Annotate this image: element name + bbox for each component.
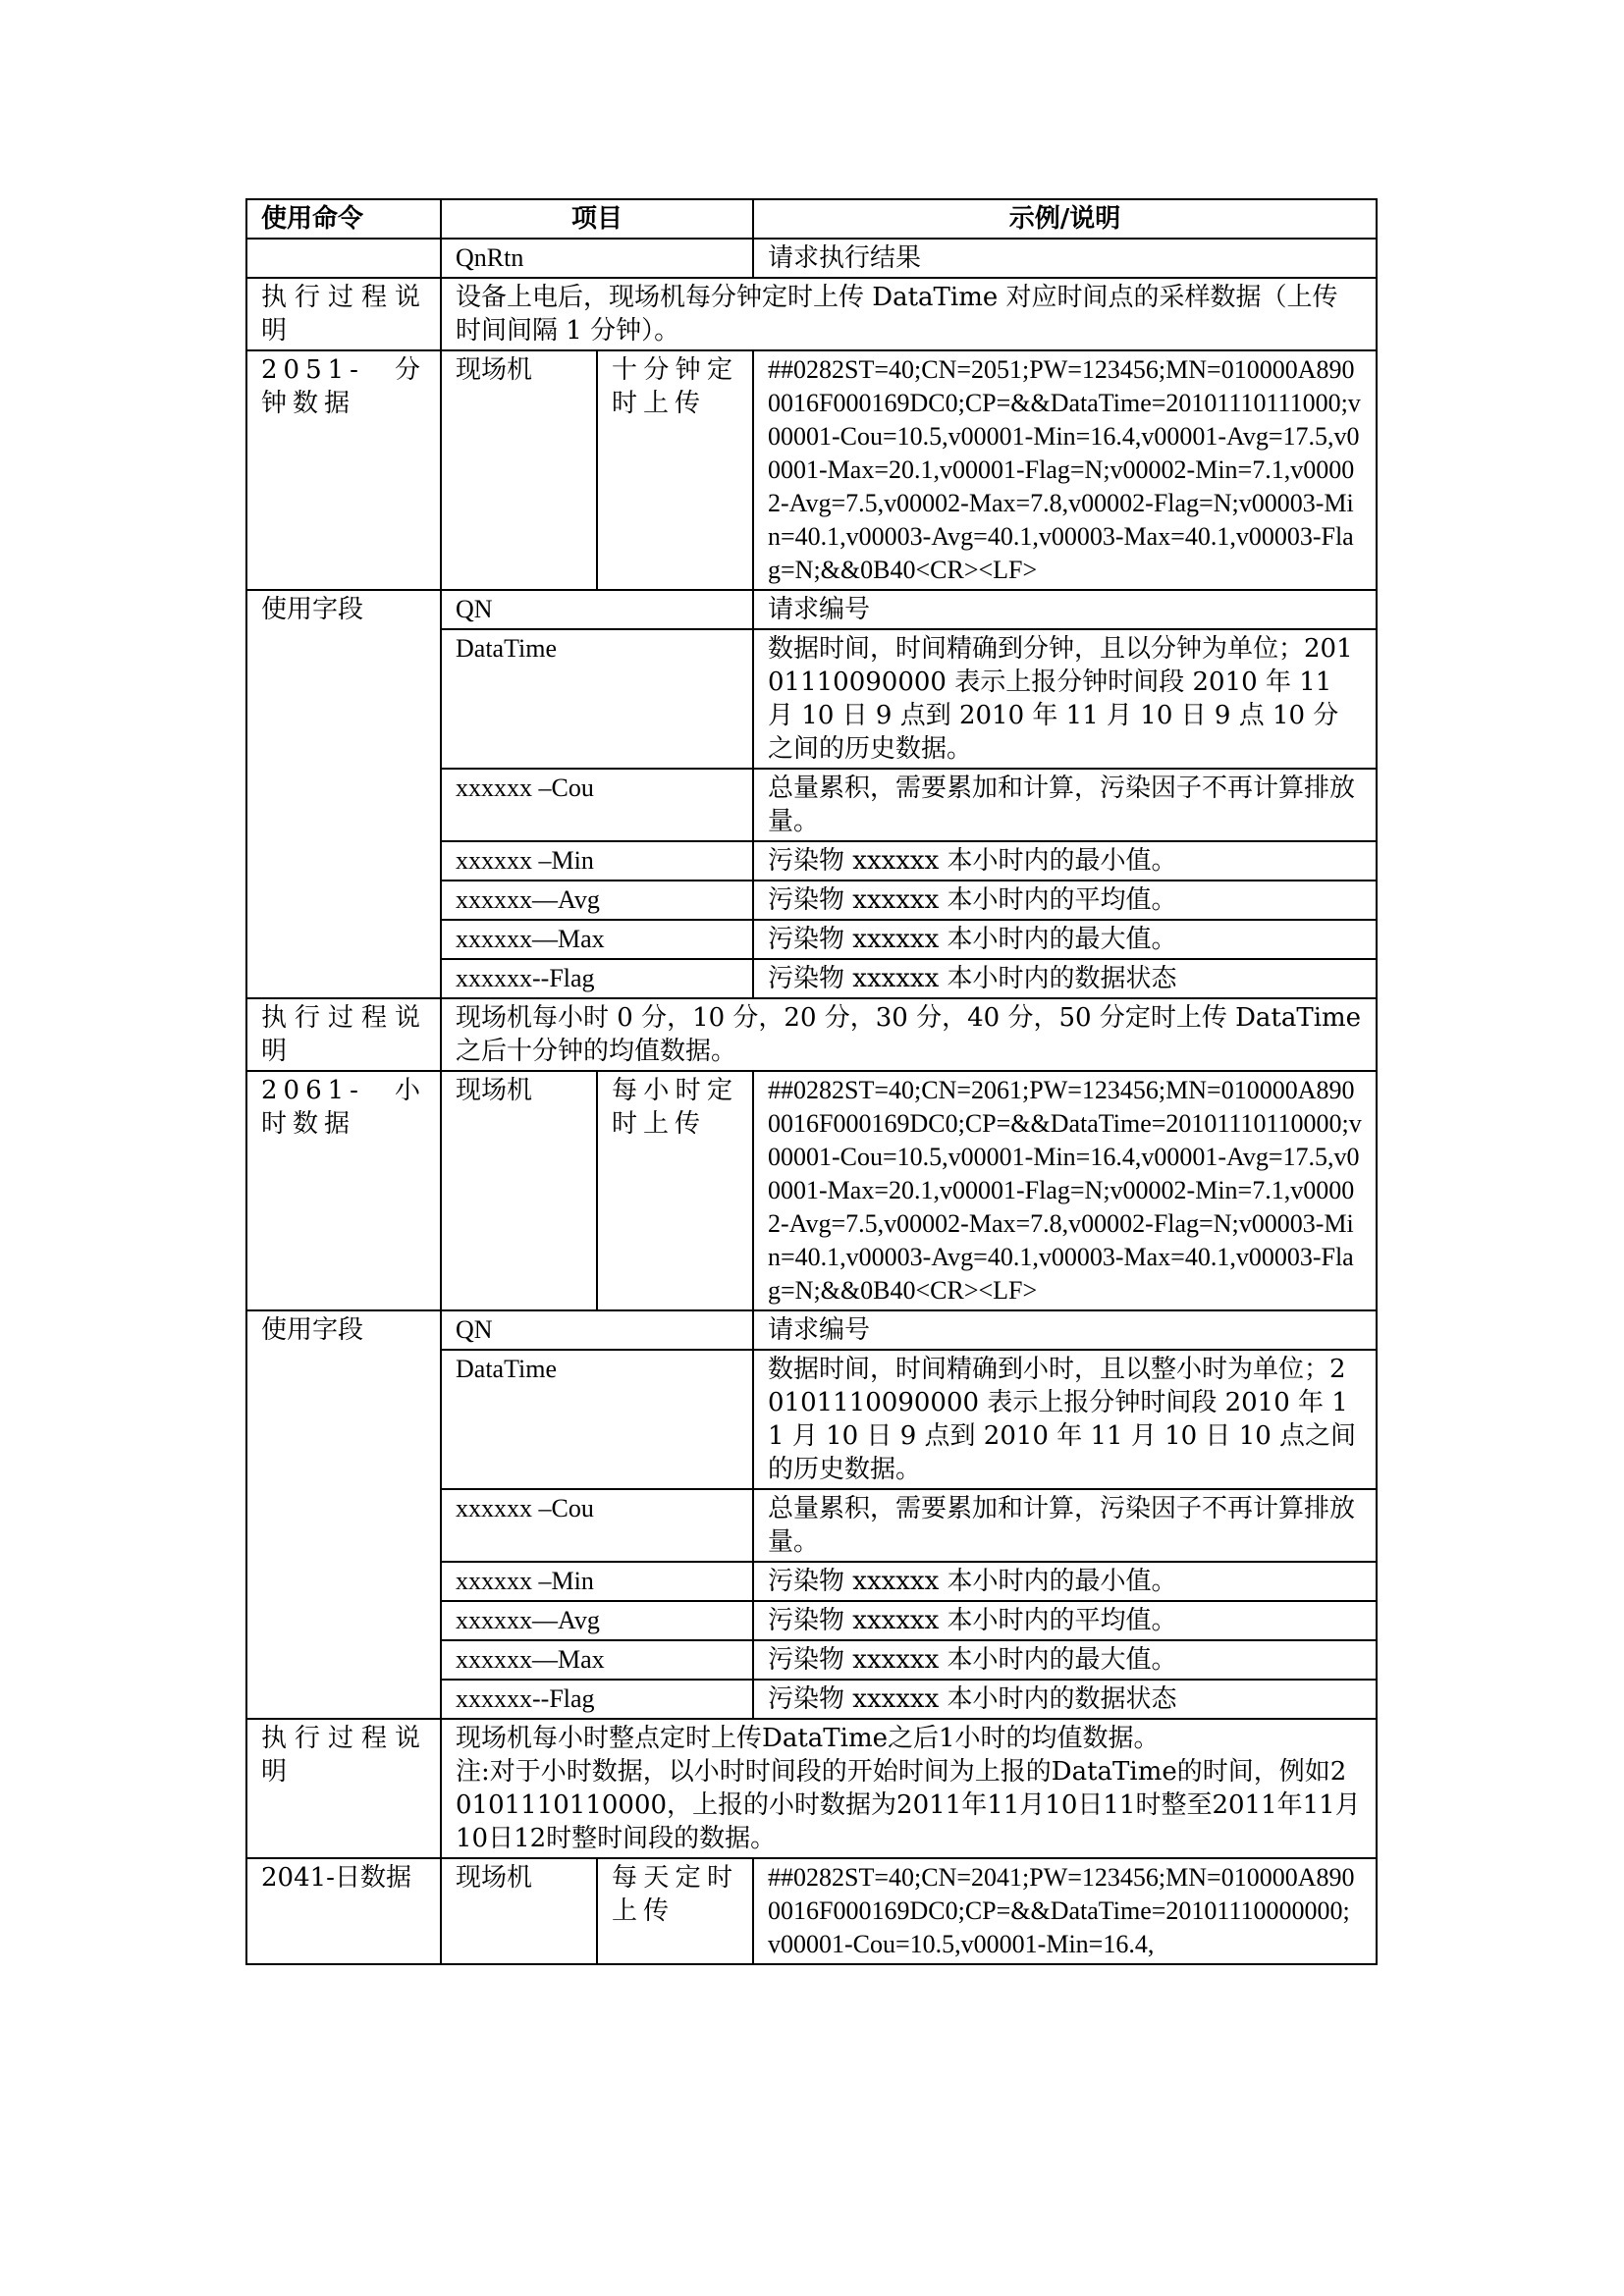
process-text: 设备上电后，现场机每分钟定时上传 DataTime 对应时间点的采样数据（上传时间间隔 1 分钟）。 [441,278,1377,350]
field-desc: 污染物 xxxxxx 本小时内的最大值。 [753,920,1377,959]
command-label: 2051-分钟数据 [246,350,441,590]
command-example: ##0282ST=40;CN=2041;PW=123456;MN=010000A8900016F000169DC0;CP=&&DataTime=20101110000000;v00001-Cou=10.5,v00001-Min=16.4, [753,1858,1377,1964]
field-desc: 请求执行结果 [753,239,1377,278]
field-desc: 数据时间，时间精确到小时，且以整小时为单位；20101110090000 表示上报分钟时间段 2010 年 11 月 10 日 9 点到 2010 年 11 月 10 日 10 点之间的历史数据。 [753,1350,1377,1489]
field-name: xxxxxx—Avg [441,1601,753,1640]
field-name: xxxxxx –Cou [441,1489,753,1562]
table-row [246,1310,1377,1350]
command-example: ##0282ST=40;CN=2051;PW=123456;MN=010000A8900016F000169DC0;CP=&&DataTime=20101110111000;v00001-Cou=10.5,v00001-Min=16.4,v00001-Avg=17.5,v00001-Max=20.1,v00001-Flag=N;v00002-Min=7.1,v00002-Avg=7.5,v00002-Max=7.8,v00002-Flag=N;v00003-Min=40.1,v00003-Avg=40.1,v00003-Max=40.1,v00003-Flag=N;&&0B40<CR><LF> [753,350,1377,590]
field-name: DataTime [441,629,753,769]
command-label: 2041-日数据 [246,1858,441,1964]
table-row [246,1071,1377,1310]
field-name: xxxxxx –Min [441,841,753,881]
field-name: xxxxxx –Cou [441,769,753,841]
table-row [246,350,1377,590]
field-desc: 数据时间，时间精确到分钟，且以分钟为单位；20101110090000 表示上报分钟时间段 2010 年 11 月 10 日 9 点到 2010 年 11 月 10 日 9 点 10 分之间的历史数据。 [753,629,1377,769]
field-name: xxxxxx—Max [441,1640,753,1680]
process-text: 现场机每小时 0 分，10 分，20 分，30 分，40 分，50 分定时上传 DataTime 之后十分钟的均值数据。 [441,998,1377,1071]
command-example: ##0282ST=40;CN=2061;PW=123456;MN=010000A8900016F000169DC0;CP=&&DataTime=20101110110000;v00001-Cou=10.5,v00001-Min=16.4,v00001-Avg=17.5,v00001-Max=20.1,v00001-Flag=N;v00002-Min=7.1,v00002-Avg=7.5,v00002-Max=7.8,v00002-Flag=N;v00003-Min=40.1,v00003-Avg=40.1,v00003-Max=40.1,v00003-Flag=N;&&0B40<CR><LF> [753,1071,1377,1310]
field-desc: 污染物 xxxxxx 本小时内的数据状态 [753,1680,1377,1719]
field-desc: 总量累积，需要累加和计算，污染因子不再计算排放量。 [753,769,1377,841]
table-row [246,1858,1377,1964]
command-mode: 每天定时上传 [597,1858,753,1964]
command-source: 现场机 [441,350,597,590]
process-label: 执行过程说明 [246,998,441,1071]
command-source: 现场机 [441,1858,597,1964]
table-row [246,998,1377,1071]
command-mode: 十分钟定时上传 [597,350,753,590]
table-row [246,278,1377,350]
fields-label: 使用字段 [246,590,441,998]
header-command: 使用命令 [246,199,441,239]
field-desc: 污染物 xxxxxx 本小时内的平均值。 [753,881,1377,920]
table-header-row [246,199,1377,239]
header-example: 示例/说明 [753,199,1377,239]
field-name: DataTime [441,1350,753,1489]
field-name: QN [441,1310,753,1350]
process-text [441,1719,1377,1858]
process-label: 执行过程说明 [246,1719,441,1858]
table-row [246,239,1377,278]
field-name: QnRtn [441,239,753,278]
empty-cell [246,239,441,278]
table-row [246,1719,1377,1858]
process-line: 现场机每小时整点定时上传DataTime之后1小时的均值数据。 [456,1724,1160,1753]
fields-label: 使用字段 [246,1310,441,1719]
field-desc: 污染物 xxxxxx 本小时内的最小值。 [753,841,1377,881]
field-name: xxxxxx--Flag [441,1680,753,1719]
field-desc: 污染物 xxxxxx 本小时内的最大值。 [753,1640,1377,1680]
table-row [246,590,1377,629]
protocol-table [245,198,1378,1965]
process-note: 注:对于小时数据，以小时时间段的开始时间为上报的DataTime的时间，例如20101110110000，上报的小时数据为2011年11月10日11时整至2011年11月10日12时整时间段的数据。 [456,1757,1361,1853]
header-item: 项目 [441,199,753,239]
field-desc: 请求编号 [753,1310,1377,1350]
field-name: xxxxxx--Flag [441,959,753,998]
field-name: xxxxxx—Avg [441,881,753,920]
field-desc: 污染物 xxxxxx 本小时内的数据状态 [753,959,1377,998]
process-label: 执行过程说明 [246,278,441,350]
field-name: xxxxxx –Min [441,1562,753,1601]
field-desc: 请求编号 [753,590,1377,629]
field-desc: 总量累积，需要累加和计算，污染因子不再计算排放量。 [753,1489,1377,1562]
command-label: 2061-小时数据 [246,1071,441,1310]
field-name: QN [441,590,753,629]
field-desc: 污染物 xxxxxx 本小时内的最小值。 [753,1562,1377,1601]
command-source: 现场机 [441,1071,597,1310]
command-mode: 每小时定时上传 [597,1071,753,1310]
field-desc: 污染物 xxxxxx 本小时内的平均值。 [753,1601,1377,1640]
field-name: xxxxxx—Max [441,920,753,959]
